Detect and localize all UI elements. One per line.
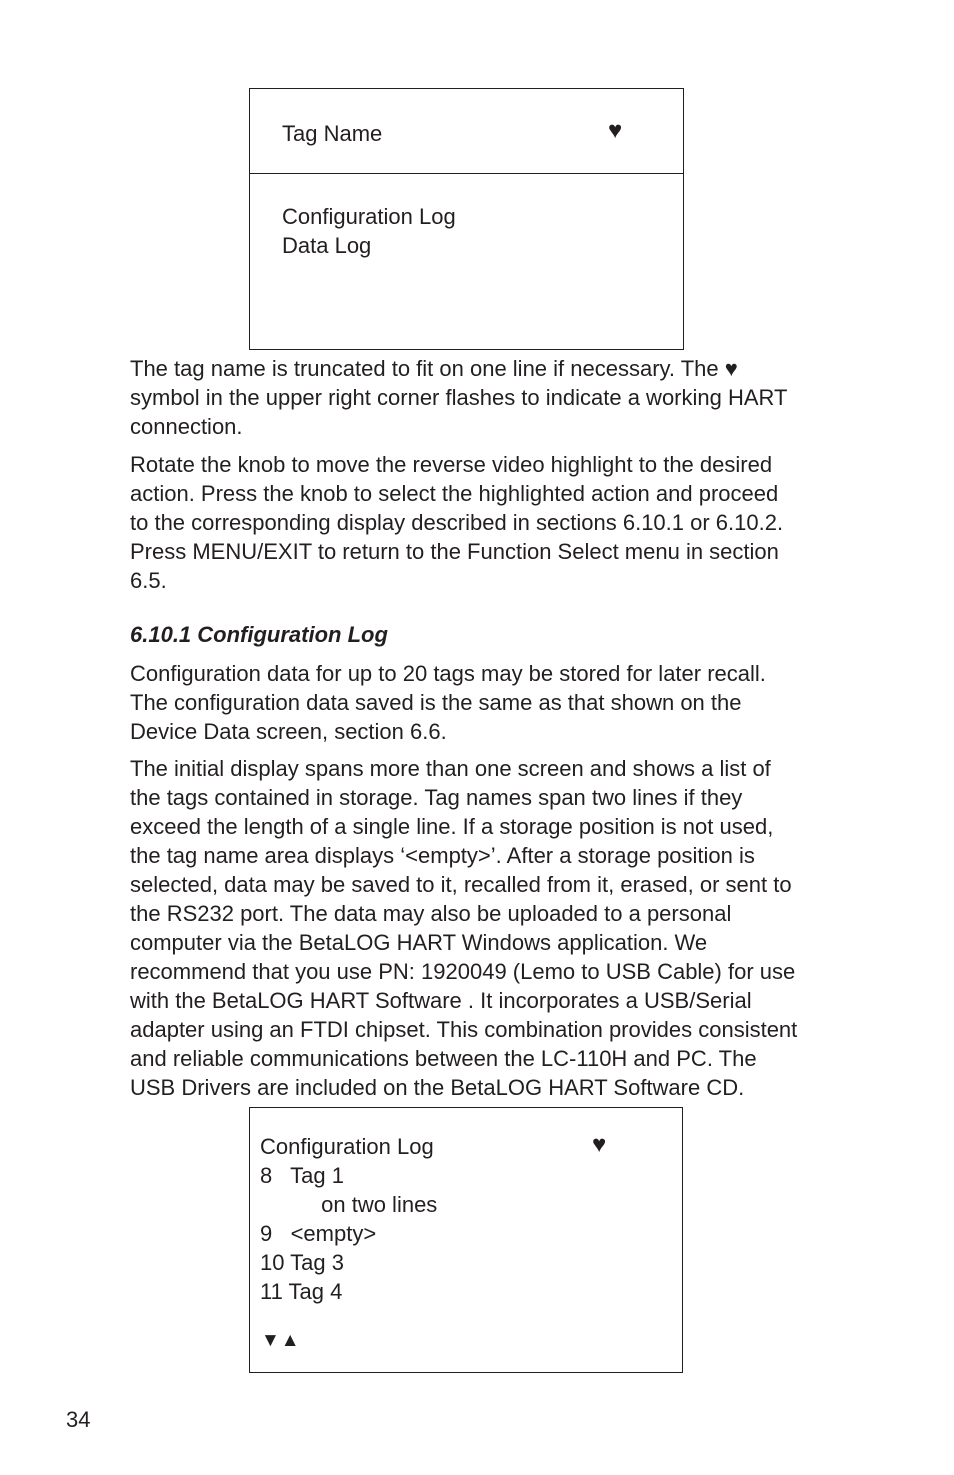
paragraph-rotate-knob [130, 450, 870, 595]
text-line: Press MENU/EXIT to return to the Function Select menu in section [130, 539, 779, 564]
configuration-log-screen [249, 1107, 683, 1373]
heart-icon: ♥ [608, 117, 623, 144]
paragraph-initial-display [130, 754, 870, 1102]
list-item-continuation: on two lines [260, 1192, 438, 1217]
text-line: 6.5. [130, 568, 167, 593]
text-line: USB Drivers are included on the BetaLOG HART Software CD. [130, 1075, 745, 1100]
tag-name-screen [249, 88, 684, 350]
menu-item-data-log[interactable]: Data Log [282, 233, 372, 258]
text-line: Rotate the knob to move the reverse video highlight to the desired [130, 452, 773, 477]
scroll-arrows-icon: ▼▲ [261, 1330, 301, 1351]
list-item[interactable]: 11 Tag 4 [260, 1279, 343, 1304]
section-heading: 6.10.1 Configuration Log [130, 622, 388, 647]
text-line: adapter using an FTDI chipset. This combination provides consistent [130, 1017, 798, 1042]
list-item[interactable]: 9 <empty> [260, 1221, 377, 1246]
list-item[interactable]: 8 Tag 1 [260, 1163, 344, 1188]
text-line: recommend that you use PN: 1920049 (Lemo to USB Cable) for use [130, 959, 796, 984]
text-line: Device Data screen, section 6.6. [130, 719, 447, 744]
text-line: exceed the length of a single line. If a storage position is not used, [130, 814, 774, 839]
text-line: the RS232 port. The data may also be uploaded to a personal [130, 901, 732, 926]
text-line: computer via the BetaLOG HART Windows application. We [130, 930, 708, 955]
text-line: to the corresponding display described in sections 6.10.1 or 6.10.2. [130, 510, 784, 535]
paragraph-config-data [130, 659, 870, 746]
text-line: The configuration data saved is the same as that shown on the [130, 690, 742, 715]
text-line: The initial display spans more than one screen and shows a list of [130, 756, 771, 781]
screen-menu [282, 202, 456, 260]
text-line: and reliable communications between the LC-110H and PC. The [130, 1046, 757, 1071]
text-line: connection. [130, 414, 243, 439]
tag-list [260, 1161, 437, 1306]
screen-title: Configuration Log [260, 1134, 434, 1159]
text-line: selected, data may be saved to it, recalled from it, erased, or sent to [130, 872, 792, 897]
list-item[interactable]: 10 Tag 3 [260, 1250, 345, 1275]
screen-header [250, 89, 683, 174]
text-line: Configuration data for up to 20 tags may be stored for later recall. [130, 661, 766, 686]
text-line: the tags contained in storage. Tag names span two lines if they [130, 785, 743, 810]
menu-item-configuration-log[interactable]: Configuration Log [282, 204, 456, 229]
text-line: symbol in the upper right corner flashes to indicate a working HART [130, 385, 788, 410]
paragraph-tag-name [130, 354, 870, 441]
text-line: with the BetaLOG HART Software . It incorporates a USB/Serial [130, 988, 752, 1013]
text-line: action. Press the knob to select the highlighted action and proceed [130, 481, 779, 506]
heart-icon: ♥ [592, 1131, 607, 1158]
screen-title: Tag Name [282, 121, 383, 146]
page-number: 34 [66, 1407, 91, 1432]
text-line: The tag name is truncated to fit on one line if necessary. The ♥ [130, 356, 738, 381]
text-line: the tag name area displays ‘<empty>’. After a storage position is [130, 843, 755, 868]
